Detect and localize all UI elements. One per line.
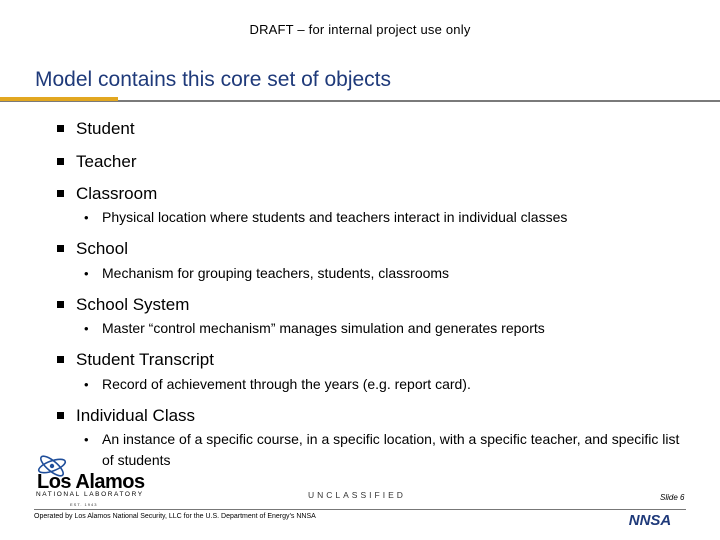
bullet-label: Student Transcript — [76, 350, 214, 369]
slide-number: Slide 6 — [660, 493, 685, 502]
bullet-label: School — [76, 239, 128, 258]
logo-est: EST. 1943 — [70, 502, 98, 507]
dot-bullet-icon: • — [84, 321, 89, 336]
bullet-label: Student — [76, 119, 135, 138]
slide-title: Model contains this core set of objects — [35, 68, 392, 91]
square-bullet-icon — [57, 356, 64, 363]
dot-bullet-icon: • — [84, 210, 89, 225]
nnsa-logo-text: NNSA — [628, 512, 672, 529]
bullet-label: Individual Class — [76, 406, 196, 425]
sub-bullet-text: Record of achievement through the years (e.g. report card). — [102, 376, 471, 392]
bullet-label: School System — [76, 295, 190, 314]
sub-bullet-text: Master “control mechanism” manages simulation and generates reports — [102, 320, 545, 336]
square-bullet-icon — [57, 125, 64, 132]
sub-bullet-text: Physical location where students and teachers interact in individual classes — [102, 209, 568, 225]
square-bullet-icon — [57, 301, 64, 308]
sub-bullet-text: An instance of a specific course, in a specific location, with a specific teacher, and specific list of students — [102, 431, 680, 468]
draft-notice: DRAFT – for internal project use only — [249, 22, 471, 37]
nnsa-logo-icon — [612, 509, 688, 529]
footer-divider — [34, 509, 686, 510]
logo-subtext: NATIONAL LABORATORY — [36, 491, 144, 498]
sub-bullet-text: Mechanism for grouping teachers, students, classrooms — [102, 265, 450, 281]
bullet-label: Teacher — [76, 152, 137, 171]
dot-bullet-icon: • — [84, 377, 89, 392]
square-bullet-icon — [57, 245, 64, 252]
operator-note: Operated by Los Alamos National Security, LLC for the U.S. Department of Energy’s NNSA — [34, 513, 316, 520]
bullet-label: Classroom — [76, 184, 158, 203]
dot-bullet-icon: • — [84, 266, 89, 281]
square-bullet-icon — [57, 158, 64, 165]
dot-bullet-icon: • — [84, 432, 89, 447]
square-bullet-icon — [57, 412, 64, 419]
square-bullet-icon — [57, 190, 64, 197]
title-accent-bar — [0, 97, 118, 101]
classification-label: UNCLASSIFIED — [308, 490, 406, 500]
logo-wordmark: Los Alamos — [37, 471, 145, 493]
